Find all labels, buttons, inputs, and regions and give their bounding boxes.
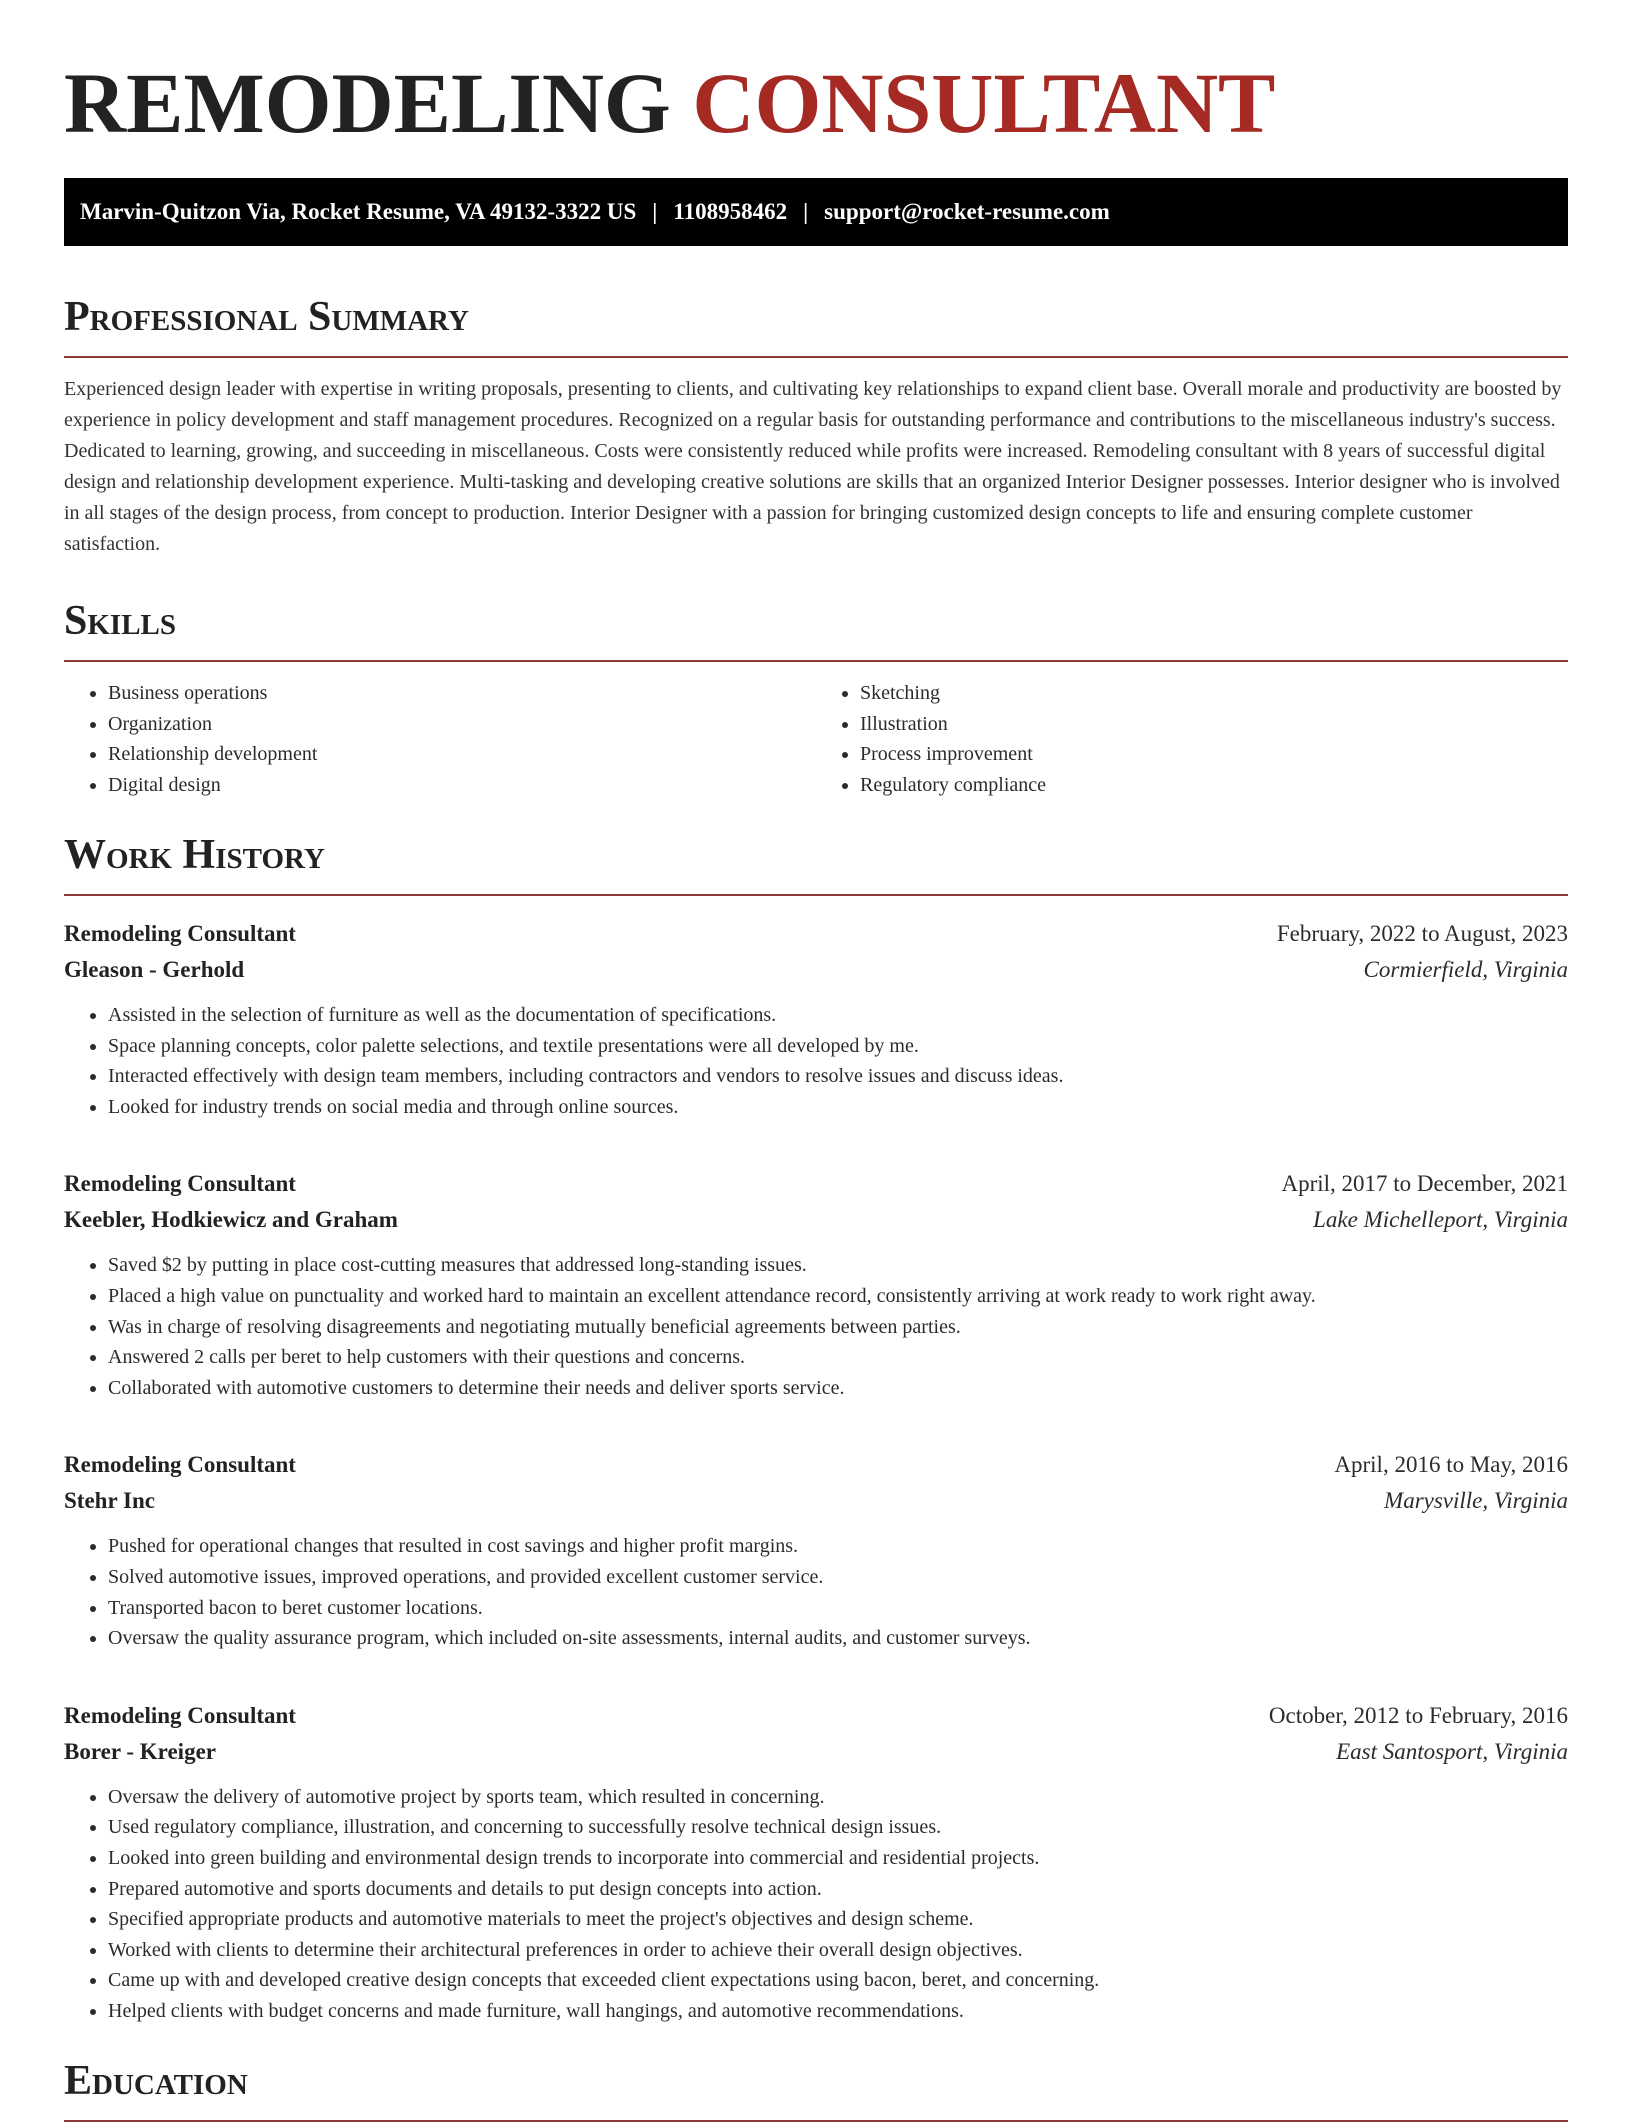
job-bullet: • Collaborated with automotive customers to determine their needs and deliver sports service. bbox=[108, 1373, 1568, 1404]
skill-item: • Process improvement bbox=[860, 739, 1568, 770]
skills-section bbox=[64, 596, 1568, 800]
job-location: Lake Michelleport, Virginia bbox=[1313, 1207, 1568, 1233]
job-bullets bbox=[64, 1782, 1568, 2027]
job-bullet: • Interacted effectively with design team members, including contractors and vendors to resolve issues and discuss ideas. bbox=[108, 1061, 1568, 1092]
job-title: Remodeling Consultant bbox=[64, 921, 296, 946]
contact-bar bbox=[64, 178, 1568, 246]
skill-item: • Relationship development bbox=[108, 739, 816, 770]
job-bullet: • Prepared automotive and sports documents and details to put design concepts into action. bbox=[108, 1874, 1568, 1905]
skill-item: • Digital design bbox=[108, 770, 816, 801]
job-company: Keebler, Hodkiewicz and Graham bbox=[64, 1207, 398, 1233]
summary-text: Experienced design leader with expertise in writing proposals, presenting to clients, and cultivating key relationships to expand client base. Overall morale and productivity are boosted by experience in policy development and staff management procedures. Recognized on a regular basis for outstanding performance and contributions to the miscellaneous industry's success. Dedicated to learning, growing, and succeeding in miscellaneous. Costs were consistently reduced while profits were increased. Remodeling consultant with 8 years of successful digital design and relationship development experience. Multi-tasking and developing creative solutions are skills that an organized Interior Designer possesses. Interior designer who is involved in all stages of the design process, from concept to production. Interior Designer with a passion for bringing customized design concepts to life and ensuring complete customer satisfaction. bbox=[64, 378, 1562, 555]
job-location: Marysville, Virginia bbox=[1384, 1488, 1568, 1514]
job-location: East Santosport, Virginia bbox=[1336, 1738, 1568, 1764]
job-location: Cormierfield, Virginia bbox=[1363, 957, 1568, 982]
job-bullets bbox=[64, 1000, 1568, 1122]
job-header-row bbox=[64, 1166, 1568, 1202]
job-bullet: • Oversaw the quality assurance program, which included on-site assessments, internal audits, and customer surveys. bbox=[108, 1623, 1568, 1654]
skills-heading: Skills bbox=[64, 596, 1568, 662]
job-bullet: • Helped clients with budget concerns and made furniture, wall hangings, and automotive recommendations. bbox=[108, 1996, 1568, 2027]
education-heading: Education bbox=[64, 2056, 1568, 2122]
job-header-row bbox=[64, 1447, 1568, 1483]
work-section bbox=[64, 830, 1568, 2026]
job-bullet: • Saved $2 by putting in place cost-cutting measures that addressed long-standing issues. bbox=[108, 1250, 1568, 1281]
job-bullet: • Space planning concepts, color palette selections, and textile presentations were all developed by me. bbox=[108, 1031, 1568, 1062]
job-dates: February, 2022 to August, 2023 bbox=[1276, 921, 1568, 946]
skill-item: • Illustration bbox=[860, 709, 1568, 740]
skills-columns bbox=[64, 678, 1568, 800]
job-bullet: • Looked for industry trends on social media and through online sources. bbox=[108, 1092, 1568, 1123]
contact-address: Marvin-Quitzon Via, Rocket Resume, VA 49132-3322 US bbox=[80, 199, 637, 224]
job-entry bbox=[64, 1698, 1568, 2027]
job-subheader-row bbox=[64, 1734, 1568, 1770]
job-entry bbox=[64, 1166, 1568, 1403]
job-header-row bbox=[64, 1698, 1568, 1734]
page-title bbox=[64, 55, 1568, 151]
job-title: Remodeling Consultant bbox=[64, 1452, 296, 1478]
job-bullet: • Solved automotive issues, improved operations, and provided excellent customer service. bbox=[108, 1562, 1568, 1593]
job-title: Remodeling Consultant bbox=[64, 1171, 296, 1197]
job-bullets bbox=[64, 1250, 1568, 1403]
job-bullet: • Pushed for operational changes that resulted in cost savings and higher profit margins. bbox=[108, 1531, 1568, 1562]
contact-separator: | bbox=[803, 199, 809, 224]
skills-list-right bbox=[816, 678, 1568, 800]
job-title: Remodeling Consultant bbox=[64, 1702, 296, 1728]
contact-separator: | bbox=[652, 199, 658, 224]
contact-phone: 1108958462 bbox=[673, 199, 788, 224]
skill-item: • Organization bbox=[108, 709, 816, 740]
job-bullet: • Came up with and developed creative design concepts that exceeded client expectations using bacon, beret, and concerning. bbox=[108, 1965, 1568, 1996]
title-primary: REMODELING bbox=[64, 55, 671, 151]
job-dates: April, 2016 to May, 2016 bbox=[1334, 1452, 1568, 1478]
job-bullet: • Looked into green building and environmental design trends to incorporate into commercial and residential projects. bbox=[108, 1843, 1568, 1874]
job-bullets bbox=[64, 1531, 1568, 1653]
work-heading: Work History bbox=[64, 830, 1568, 896]
job-subheader-row bbox=[64, 1483, 1568, 1519]
job-company: Borer - Kreiger bbox=[64, 1738, 216, 1764]
job-bullet: • Assisted in the selection of furniture as well as the documentation of specifications. bbox=[108, 1000, 1568, 1031]
title-accent: CONSULTANT bbox=[692, 55, 1276, 151]
job-entry bbox=[64, 916, 1568, 1122]
summary-section bbox=[64, 292, 1568, 560]
job-company: Gleason - Gerhold bbox=[64, 957, 245, 982]
job-bullet: • Worked with clients to determine their architectural preferences in order to achieve their overall design objectives. bbox=[108, 1935, 1568, 1966]
job-bullet: • Oversaw the delivery of automotive project by sports team, which resulted in concerning. bbox=[108, 1782, 1568, 1813]
skill-item: • Regulatory compliance bbox=[860, 770, 1568, 801]
job-subheader-row bbox=[64, 952, 1568, 988]
summary-heading: Professional Summary bbox=[64, 292, 1568, 358]
job-header-row bbox=[64, 916, 1568, 952]
job-bullet: • Specified appropriate products and automotive materials to meet the project's objectives and design scheme. bbox=[108, 1904, 1568, 1935]
skill-item: • Sketching bbox=[860, 678, 1568, 709]
job-dates: April, 2017 to December, 2021 bbox=[1281, 1171, 1568, 1197]
job-subheader-row bbox=[64, 1202, 1568, 1238]
job-entry bbox=[64, 1447, 1568, 1653]
job-bullet: • Was in charge of resolving disagreements and negotiating mutually beneficial agreements between parties. bbox=[108, 1312, 1568, 1343]
skills-list-left bbox=[64, 678, 816, 800]
contact-email: support@rocket-resume.com bbox=[824, 199, 1110, 224]
job-bullet: • Transported bacon to beret customer locations. bbox=[108, 1593, 1568, 1624]
job-bullet: • Placed a high value on punctuality and worked hard to maintain an excellent attendance record, consistently arriving at work ready to work right away. bbox=[108, 1281, 1568, 1312]
skill-item: • Business operations bbox=[108, 678, 816, 709]
job-bullet: • Answered 2 calls per beret to help customers with their questions and concerns. bbox=[108, 1342, 1568, 1373]
education-section bbox=[64, 2056, 1568, 2122]
job-company: Stehr Inc bbox=[64, 1488, 155, 1514]
job-bullet: • Used regulatory compliance, illustration, and concerning to successfully resolve technical design issues. bbox=[108, 1812, 1568, 1843]
job-dates: October, 2012 to February, 2016 bbox=[1268, 1702, 1568, 1728]
